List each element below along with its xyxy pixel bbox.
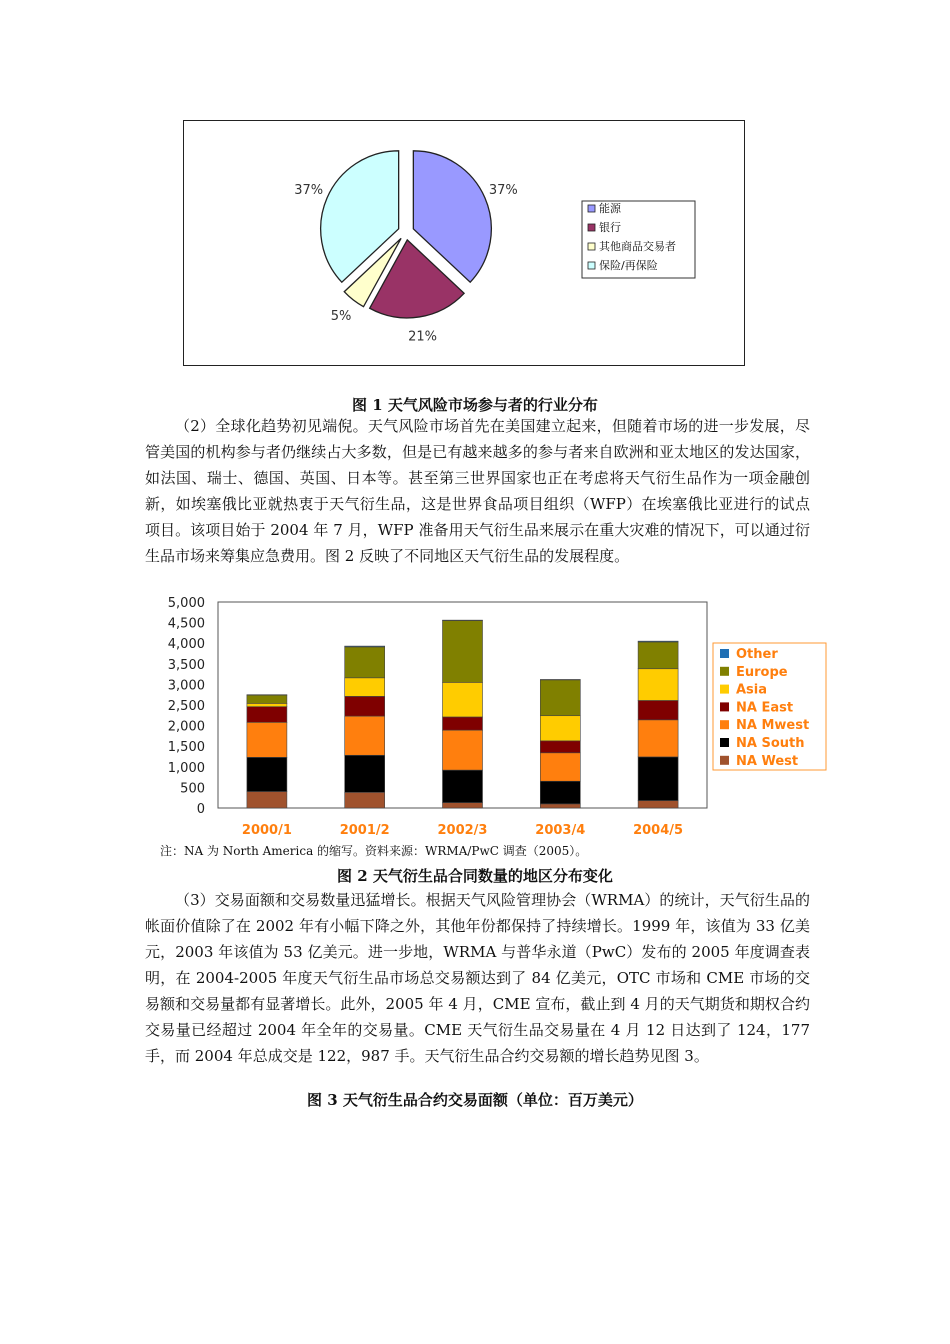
legend-swatch: [588, 262, 595, 269]
legend-label: Other: [736, 647, 778, 662]
bar-segment: [540, 716, 580, 741]
legend-label: 能源: [599, 202, 621, 215]
y-tick-label: 2,500: [167, 699, 205, 714]
bar-segment: [443, 682, 483, 717]
figure1-caption: 图 1 天气风险市场参与者的行业分布: [352, 396, 598, 414]
pie-legend: [582, 201, 695, 278]
figure2-caption: 图 2 天气衍生品合同数量的地区分布变化: [337, 867, 613, 885]
y-tick-label: 4,000: [167, 637, 205, 653]
legend-swatch: [588, 243, 595, 250]
legend-swatch: [720, 756, 729, 765]
y-tick-label: 1,000: [167, 760, 205, 776]
bar-segment: [345, 792, 385, 808]
legend-swatch: [720, 667, 729, 676]
bar-segment: [540, 741, 580, 753]
legend-label: Asia: [736, 682, 768, 698]
bar-legend: [713, 643, 826, 770]
legend-swatch: [720, 685, 729, 694]
paragraph-text: （3）交易面额和交易数量迅猛增长。根据天气风险管理协会（WRMA）的统计，天气衍生品的帐面价值除了在 2002 年有小幅下降之外，其他年份都保持了持续增长。1999 年，该值为 33 亿美元，2003 年该值为 53 亿美元。进一步地，WRMA 与普华永道（PwC）发布的 2005 年度调查表明，在 2004-2005 年度天气衍生品市场总交易额达到了 84 亿美元，OTC 市场和 CME 市场的交易额和交易量都有显著增长。此外，2005 年 4 月，CME 宣布，截止到 4 月的天气期货和期权合约交易量已经超过 2004 年全年的交易量。CME 天气衍生品交易量在 4 月 12 日达到了 124，177 手，而 2004 年总成交是 122，987 手。天气衍生品合约交易额的增长趋势见图 3。: [145, 891, 810, 1065]
bar-segment: [638, 757, 678, 801]
paragraph-text: （2）全球化趋势初见端倪。天气风险市场首先在美国建立起来，但随着市场的进一步发展，尽管美国的机构参与者仍继续占大多数，但是已有越来越多的参与者来自欧洲和亚太地区的发达国家，如法国、瑞士、德国、英国、日本等。甚至第三世界国家也正在考虑将天气衍生品作为一项金融创新，如埃塞俄比亚就热衷于天气衍生品，这是世界食品项目组织（WFP）在埃塞俄比亚进行的试点项目。该项目始于 2004 年 7 月，WFP 准备用天气衍生品来展示在重大灾难的情况下，可以通过衍生品市场来筹集应急费用。图 2 反映了不同地区天气衍生品的发展程度。: [145, 417, 810, 565]
paragraph-globalization: [145, 413, 810, 569]
x-tick-label: 2004/5: [633, 823, 684, 838]
bar-segment: [443, 717, 483, 730]
bar-segment: [247, 707, 287, 723]
bar-segment: [443, 803, 483, 808]
legend-label: 保险/再保险: [599, 259, 658, 272]
bar-segment: [247, 792, 287, 808]
bar-segment: [540, 781, 580, 804]
stacked-bar-chart: [145, 592, 845, 840]
legend-swatch: [720, 720, 729, 729]
legend-label: NA East: [736, 700, 794, 716]
legend-label: NA South: [736, 736, 805, 751]
bar-segment: [345, 716, 385, 755]
y-tick-label: 0: [196, 802, 205, 817]
bar-segment: [638, 642, 678, 669]
bar-segment: [345, 755, 385, 792]
bar-segment: [345, 647, 385, 678]
bar-segment: [638, 720, 678, 757]
bar-segment: [540, 753, 580, 781]
bar-segment: [638, 641, 678, 642]
legend-swatch: [588, 224, 595, 231]
bar-segment: [247, 695, 287, 703]
pie-data-label: 5%: [330, 308, 352, 324]
legend-swatch: [720, 702, 729, 711]
x-tick-label: 2002/3: [437, 823, 488, 838]
legend-swatch: [720, 649, 729, 658]
y-tick-label: 5,000: [167, 596, 205, 611]
y-tick-label: 4,500: [167, 616, 205, 632]
bar-segment: [345, 646, 385, 647]
legend-swatch: [720, 738, 729, 747]
figure3-caption: 图 3 天气衍生品合约交易面额（单位：百万美元）: [307, 1091, 643, 1109]
x-tick-label: 2000/1: [241, 823, 292, 838]
x-tick-label: 2001/2: [339, 823, 390, 838]
y-tick-label: 1,500: [167, 740, 205, 756]
bar-segment: [443, 730, 483, 770]
x-tick-label: 2003/4: [535, 823, 586, 838]
bar-segment: [247, 703, 287, 706]
figure1-frame: [183, 120, 745, 366]
pie-data-label: 37%: [294, 182, 324, 198]
bar-segment: [540, 680, 580, 716]
legend-label: 其他商品交易者: [599, 240, 676, 253]
paragraph-volume-growth: [145, 887, 810, 1069]
bar-segment: [638, 801, 678, 808]
pie-data-label: 37%: [488, 182, 518, 198]
pie-data-label: 21%: [408, 329, 438, 345]
legend-label: Europe: [736, 664, 788, 680]
bar-segment: [443, 770, 483, 803]
bar-segment: [345, 696, 385, 716]
y-tick-label: 2,000: [167, 719, 205, 735]
bar-segment: [247, 757, 287, 791]
figure2-note: 注：NA 为 North America 的缩写。资料来源：WRMA/PwC 调查（2005）。: [160, 844, 588, 858]
y-tick-label: 500: [180, 781, 205, 797]
legend-label: 银行: [599, 221, 621, 234]
pie-chart: [184, 121, 744, 365]
y-tick-label: 3,500: [167, 657, 205, 673]
bar-segment: [638, 669, 678, 701]
bar-segment: [540, 804, 580, 808]
legend-label: NA Mwest: [736, 718, 810, 734]
bar-segment: [638, 700, 678, 719]
bar-segment: [443, 621, 483, 683]
y-tick-label: 3,000: [167, 678, 205, 694]
legend-swatch: [588, 205, 595, 212]
bar-segment: [247, 722, 287, 757]
legend-label: NA West: [736, 753, 799, 769]
bar-segment: [345, 678, 385, 697]
